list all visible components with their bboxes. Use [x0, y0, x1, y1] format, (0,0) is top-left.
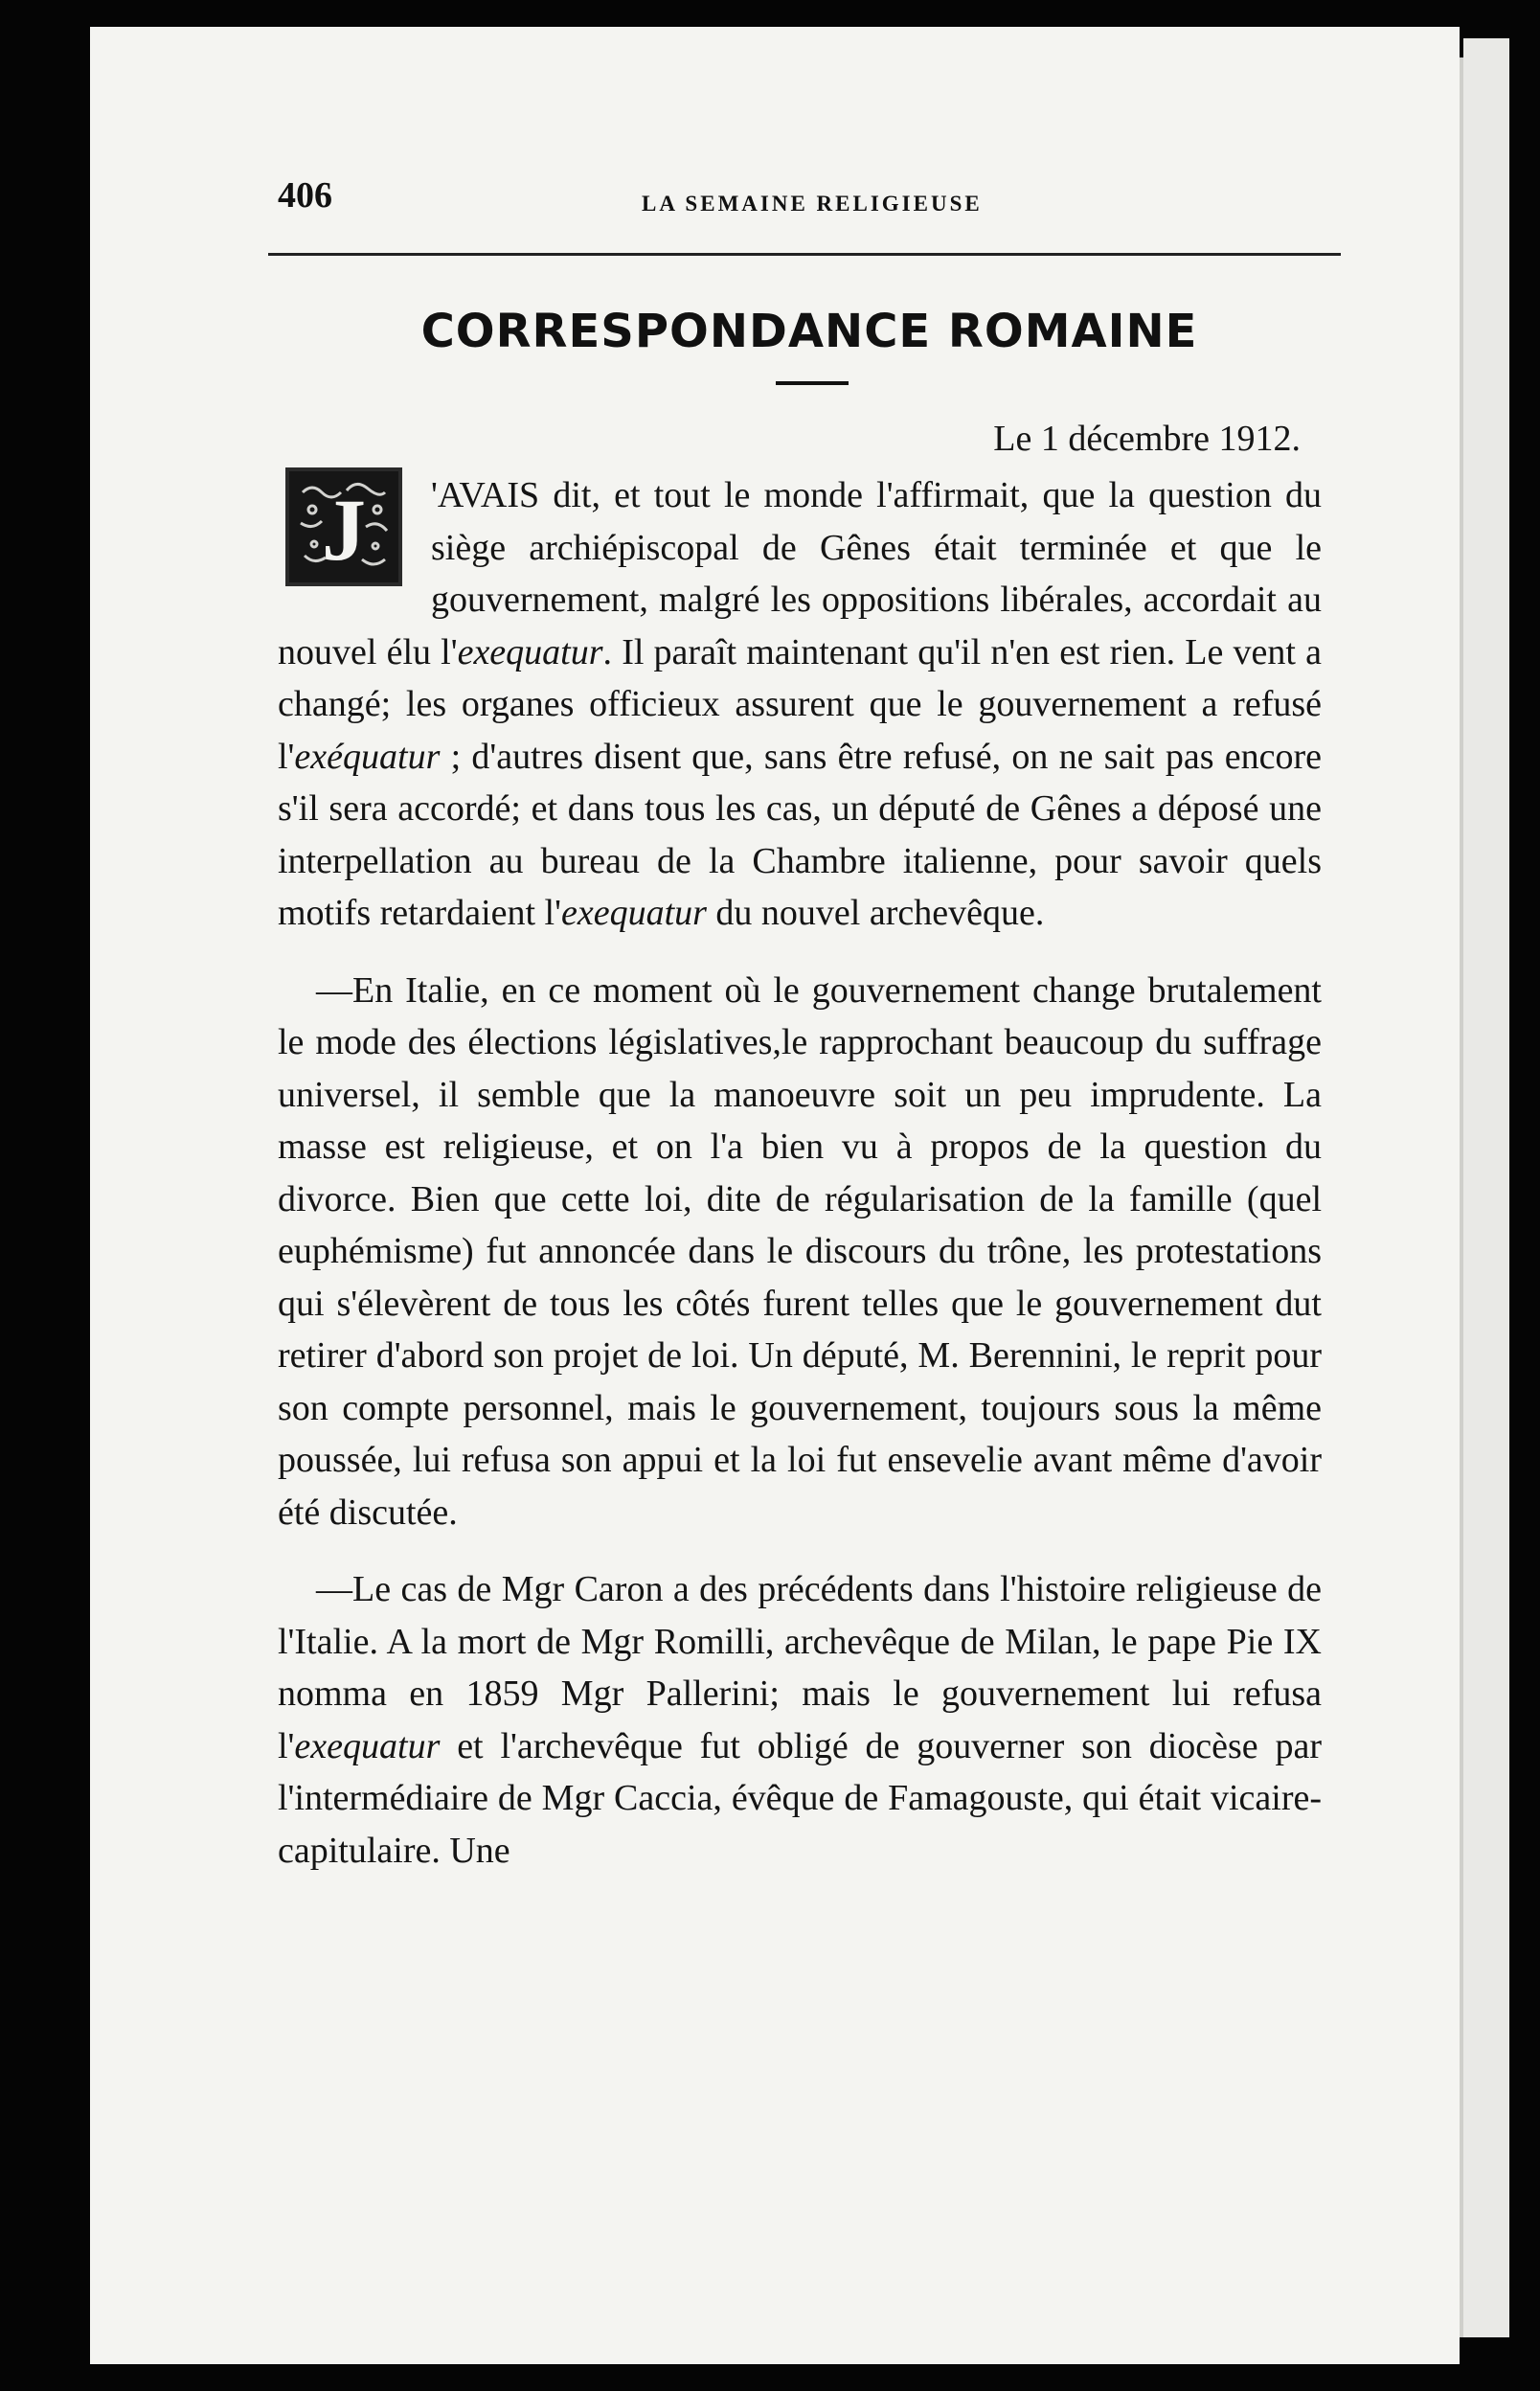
paragraph-3-text-2: et l'archevêque fut obligé de gouverner son diocèse par l'intermédiaire de Mgr Caccia, évêque de Famagouste, qui était vicaire-capitulaire. Une	[278, 1725, 1322, 1871]
paragraph-1-italic-2: exéquatur	[294, 736, 441, 777]
dateline: Le 1 décembre 1912.	[993, 419, 1301, 459]
drop-cap-letter: J	[322, 481, 366, 579]
paragraph-1	[278, 469, 1322, 940]
paragraph-1-text-3: ; d'autres disent que, sans être refusé, on ne sait pas encore s'il sera accordé; et dans tous les cas, un député de Gênes a déposé une interpellation au bureau de la Chambre italienne, pour savoir quels motifs retardaient l'	[278, 736, 1322, 933]
paragraph-2	[278, 965, 1322, 1539]
title-rule	[776, 381, 849, 385]
paragraph-1-text-1: 'AVAIS dit, et tout le monde l'affirmait, que la question du siège archiépiscopal de Gênes était terminée et que le gouvernement, malgré les oppositions libérales, accordait au nouvel élu l'	[278, 475, 1322, 672]
paragraph-1-text-4: du nouvel archevêque.	[706, 893, 1045, 933]
paragraph-3-text-1: —Le cas de Mgr Caron a des précédents dans l'histoire religieuse de l'Italie. A la mort de Mgr Romilli, archevêque de Milan, le pape Pie IX nomma en 1859 Mgr Pallerini; mais le gouvernement lui refusa l'	[278, 1569, 1322, 1766]
paragraph-1-text-2: . Il paraît maintenant qu'il n'en est rien. Le vent a changé; les organes officieux assurent que le gouvernement a refusé l'	[278, 631, 1322, 777]
page-number: 406	[278, 175, 332, 216]
page-edge	[1460, 57, 1463, 2337]
paragraph-1-italic-1: exequatur	[457, 631, 603, 672]
article-body	[278, 469, 1322, 1877]
page-header	[278, 174, 1341, 222]
paragraph-1-italic-3: exequatur	[560, 893, 707, 933]
paragraph-3	[278, 1563, 1322, 1877]
paragraph-2-text: —En Italie, en ce moment où le gouvernement change brutalement le mode des élections législatives,le rapprochant beaucoup du suffrage universel, il semble que la manoeuvre soit un peu imprudente. La masse est religieuse, et on l'a bien vu à propos de la question du divorce. Bien que cette loi, dite de régularisation de la famille (quel euphémisme) fut annoncée dans le discours du trône, les protestations qui s'élevèrent de tous les côtés furent telles que le gouvernement dut retirer d'abord son projet de loi. Un député, M. Berennini, le reprit pour son compte personnel, mais le gouvernement, toujours sous la même poussée, lui refusa son appui et la loi fut ensevelie avant même d'avoir été discutée.	[278, 969, 1322, 1533]
running-title: LA SEMAINE RELIGIEUSE	[642, 192, 983, 216]
paragraph-3-italic-1: exequatur	[294, 1725, 441, 1766]
article-title: CORRESPONDANCE ROMAINE	[420, 305, 1198, 358]
adjacent-page-strip	[1463, 38, 1509, 2337]
header-rule	[268, 253, 1341, 256]
